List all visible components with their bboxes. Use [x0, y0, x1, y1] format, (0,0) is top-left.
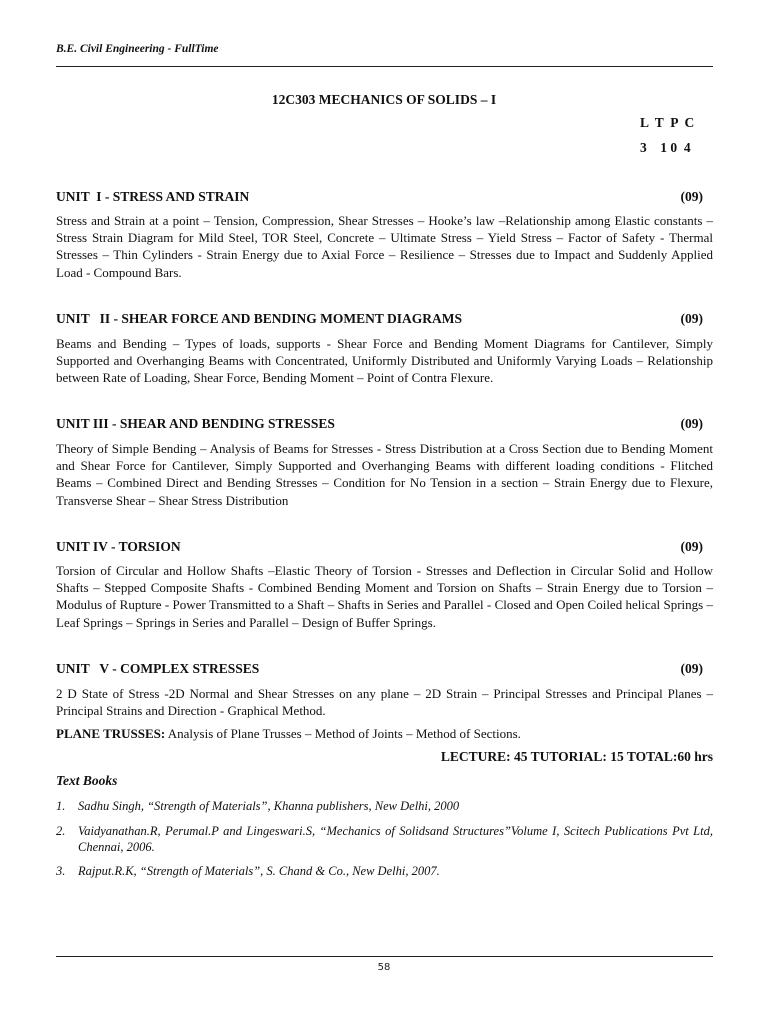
text-book-citation: Vaidyanathan.R, Perumal.P and Lingeswari.S, “Mechanics of Solidsand Structures”Volume I, Scitech Publications Pvt Ltd, Chennai, 2006. [78, 824, 713, 854]
text-book-number: 1. [56, 799, 66, 813]
unit-title: UNIT III - SHEAR AND BENDING STRESSES [56, 416, 335, 431]
text-book-citation: Sadhu Singh, “Strength of Materials”, Khanna publishers, New Delhi, 2000 [78, 799, 460, 813]
plane-trusses-label: PLANE TRUSSES: [56, 726, 166, 741]
hours-totals: LECTURE: 45 TUTORIAL: 15 TOTAL:60 hrs [440, 749, 713, 764]
course-title: 12C303 MECHANICS OF SOLIDS – I [271, 92, 497, 107]
unit-3-heading [56, 416, 713, 432]
text-book-number: 3. [56, 864, 66, 878]
unit-title: UNIT IV - TORSION [56, 539, 181, 554]
unit-5-text: 2 D State of Stress -2D Normal and Shear Stresses on any plane – 2D Strain – Principal Stresses and Principal Planes – Principal Strains and Direction - Graphical Method. [56, 686, 713, 719]
unit-title: UNIT II - SHEAR FORCE AND BENDING MOMENT DIAGRAMS [56, 311, 463, 326]
text-book-item [56, 798, 713, 814]
text-book-item [56, 823, 713, 855]
running-header: B.E. Civil Engineering - FullTime [56, 43, 219, 55]
unit-hours: (09) [680, 416, 703, 431]
unit-4-text: Torsion of Circular and Hollow Shafts –Elastic Theory of Torsion - Stresses and Deflection in Circular Solid and Hollow Shafts – Stepped Composite Shafts - Combined Bending Moment and Torsion on Shafts – Strain Energy due to Torsion –Modulus of Rupture - Power Transmitted to a Shaft – Shafts in Series and Parallel - Closed and Open Coiled helical Springs – Leaf Springs – Springs in Series and Parallel – Design of Buffer Springs. [56, 563, 713, 630]
text-books-heading: Text Books [56, 773, 118, 788]
text-book-citation: Rajput.R.K, “Strength of Materials”, S. Chand & Co., New Delhi, 2007. [78, 864, 440, 878]
text-book-number: 2. [56, 824, 66, 838]
unit-title: UNIT I - STRESS AND STRAIN [56, 189, 250, 204]
footer-rule [56, 956, 713, 957]
unit-1-text: Stress and Strain at a point – Tension, Compression, Shear Stresses – Hooke’s law –Relationship among Elastic constants – Stress Strain Diagram for Mild Steel, TOR Steel, Concrete – Ultimate Stress – Yield Stress – Factor of Safety - Thermal Stresses – Thin Cylinders - Strain Energy due to Axial Force – Resilience – Stresses due to Impact and Suddenly Applied Load - Compound Bars. [56, 213, 713, 280]
plane-trusses-paragraph [56, 725, 713, 742]
page-number: 58 [377, 962, 391, 973]
plane-trusses-text: Analysis of Plane Trusses – Method of Joints – Method of Sections. [165, 726, 521, 741]
unit-hours: (09) [680, 661, 703, 676]
unit-3-text: Theory of Simple Bending – Analysis of Beams for Stresses - Stress Distribution at a Cross Section due to Bending Moment and Shear Force for Cantilever, Simply Supported and Overhanging Beams with different loading conditions - Flitched Beams – Combined Direct and Bending Stresses – Condition for No Tension in a section – Strain Energy due to Flexure, Transverse Shear – Shear Stress Distribution [56, 441, 713, 508]
unit-4-heading [56, 539, 713, 555]
ltpc-labels: L T P C [640, 115, 695, 130]
unit-hours: (09) [680, 539, 703, 554]
unit-5-heading [56, 661, 713, 677]
text-book-item [56, 863, 713, 879]
unit-title: UNIT V - COMPLEX STRESSES [56, 661, 260, 676]
unit-2-text: Beams and Bending – Types of loads, supports - Shear Force and Bending Moment Diagrams for Cantilever, Simply Supported and Overhanging Beams with Concentrated, Uniformly Distributed and Uniformly Varying Loads – Relationship between Rate of Loading, Shear Force, Bending Moment – Point of Contra Flexure. [56, 336, 713, 386]
unit-2-heading [56, 311, 713, 327]
ltpc-values: 3 1 0 4 [640, 140, 691, 155]
unit-hours: (09) [680, 189, 703, 204]
header-rule [56, 66, 713, 67]
unit-1-heading [56, 189, 713, 205]
unit-hours: (09) [680, 311, 703, 326]
